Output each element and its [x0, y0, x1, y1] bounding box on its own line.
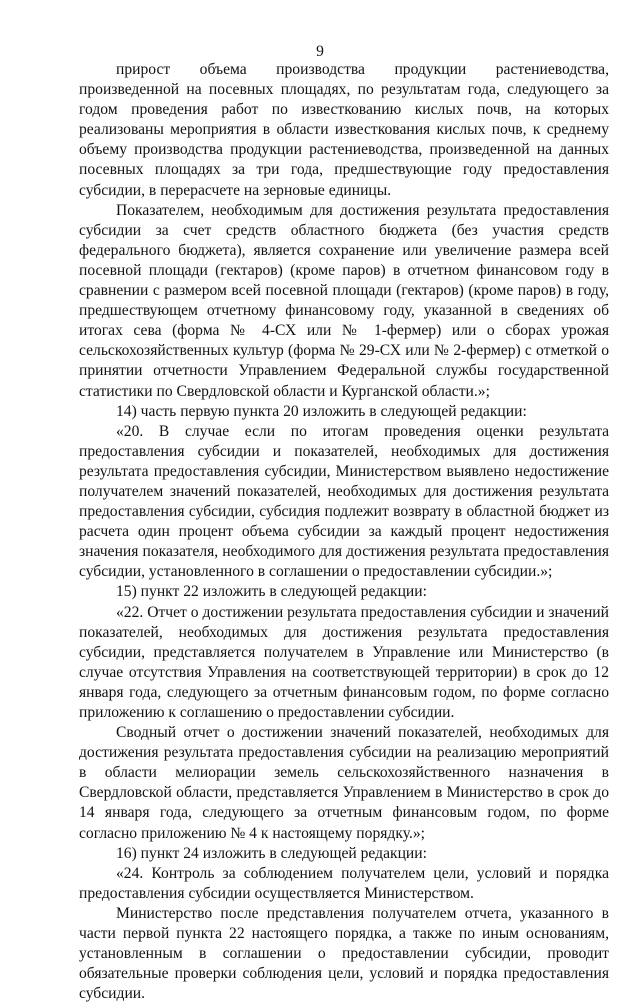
paragraph-continuation: прирост объема производства продукции растениеводства, произведенной на посевных площадях, по результатам года, следующего за годом проведения работ по известкованию кислых почв, на которых реализованы мероприятия в области известкования кислых почв, к среднему объему производства продукции растениеводства, произведенной на данных посевных площадях за три года, предшествующие году предоставления субсидии, в перерасчете на зерновые единицы.: [79, 61, 609, 199]
document-body: [79, 60, 609, 1004]
paragraph-indicator-definition: Показателем, необходимым для достижения результата предоставления субсидии за счет средств областного бюджета (без участия средств федерального бюджета), является сохранение или увеличение размера всей посевной площади (гектаров) (кроме паров) в отчетном финансовом году в сравнении с размером всей посевной площади (гектаров) (кроме паров) в году, предшествующем отчетному финансовому году, указанной в сведениях об итогах сева (форма № 4-СХ или № 1-фермер) или о сборах урожая сельскохозяйственных культур (форма № 29-СХ или № 2-фермер) с отметкой о принятии отчетности Управлением Федеральной службы государственной статистики по Свердловской области и Курганской области.»;: [79, 201, 609, 400]
page-number: 9: [316, 43, 324, 60]
paragraph-clause-22: «22. Отчет о достижении результата предоставления субсидии и значений показателей, необходимых для достижения результата предоставления субсидии, представляется получателем в Управление или Министерство (в случае отсутствия Управления на соответствующей территории) в срок до 12 января года, следующего за отчетным финансовым годом, по форме согласно приложению к соглашению о предоставлении субсидии.: [79, 603, 609, 721]
paragraph-ministry-checks: Министерство после представления получателем отчета, указанного в части первой пункта 22 настоящего порядка, а также по иным основаниям, установленным в соглашении о предоставлении субсидии, проводит обязательные проверки соблюдения цели, условий и порядка предоставления субсидии.: [79, 904, 609, 1003]
paragraph-amendment-15: 15) пункт 22 изложить в следующей редакции:: [116, 583, 427, 601]
paragraph-clause-24: «24. Контроль за соблюдением получателем цели, условий и порядка предоставления субсидии осуществляется Министерством.: [79, 864, 609, 902]
paragraph-amendment-14: 14) часть первую пункта 20 изложить в следующей редакции:: [116, 402, 527, 420]
paragraph-clause-20: «20. В случае если по итогам проведения оценки результата предоставления субсидии и показателей, необходимых для достижения результата предоставления субсидии, Министерством выявлено недостижение получателем значений показателей, необходимых для достижения результата предоставления субсидии, субсидия подлежит возврату в областной бюджет из расчета один процент объема субсидии за каждый процент недостижения значения показателя, необходимого для достижения результата предоставления субсидии, установленного в соглашении о предоставлении субсидии.»;: [79, 422, 609, 581]
paragraph-amendment-16: 16) пункт 24 изложить в следующей редакции:: [116, 844, 427, 862]
paragraph-summary-report: Сводный отчет о достижении значений показателей, необходимых для достижения результата предоставления субсидии на реализацию мероприятий в области мелиорации земель сельскохозяйственного назначения в Свердловской области, представляется Управлением в Министерство в срок до 14 января года, следующего за отчетным финансовым годом, по форме согласно приложению № 4 к настоящему порядку.»;: [79, 724, 609, 842]
